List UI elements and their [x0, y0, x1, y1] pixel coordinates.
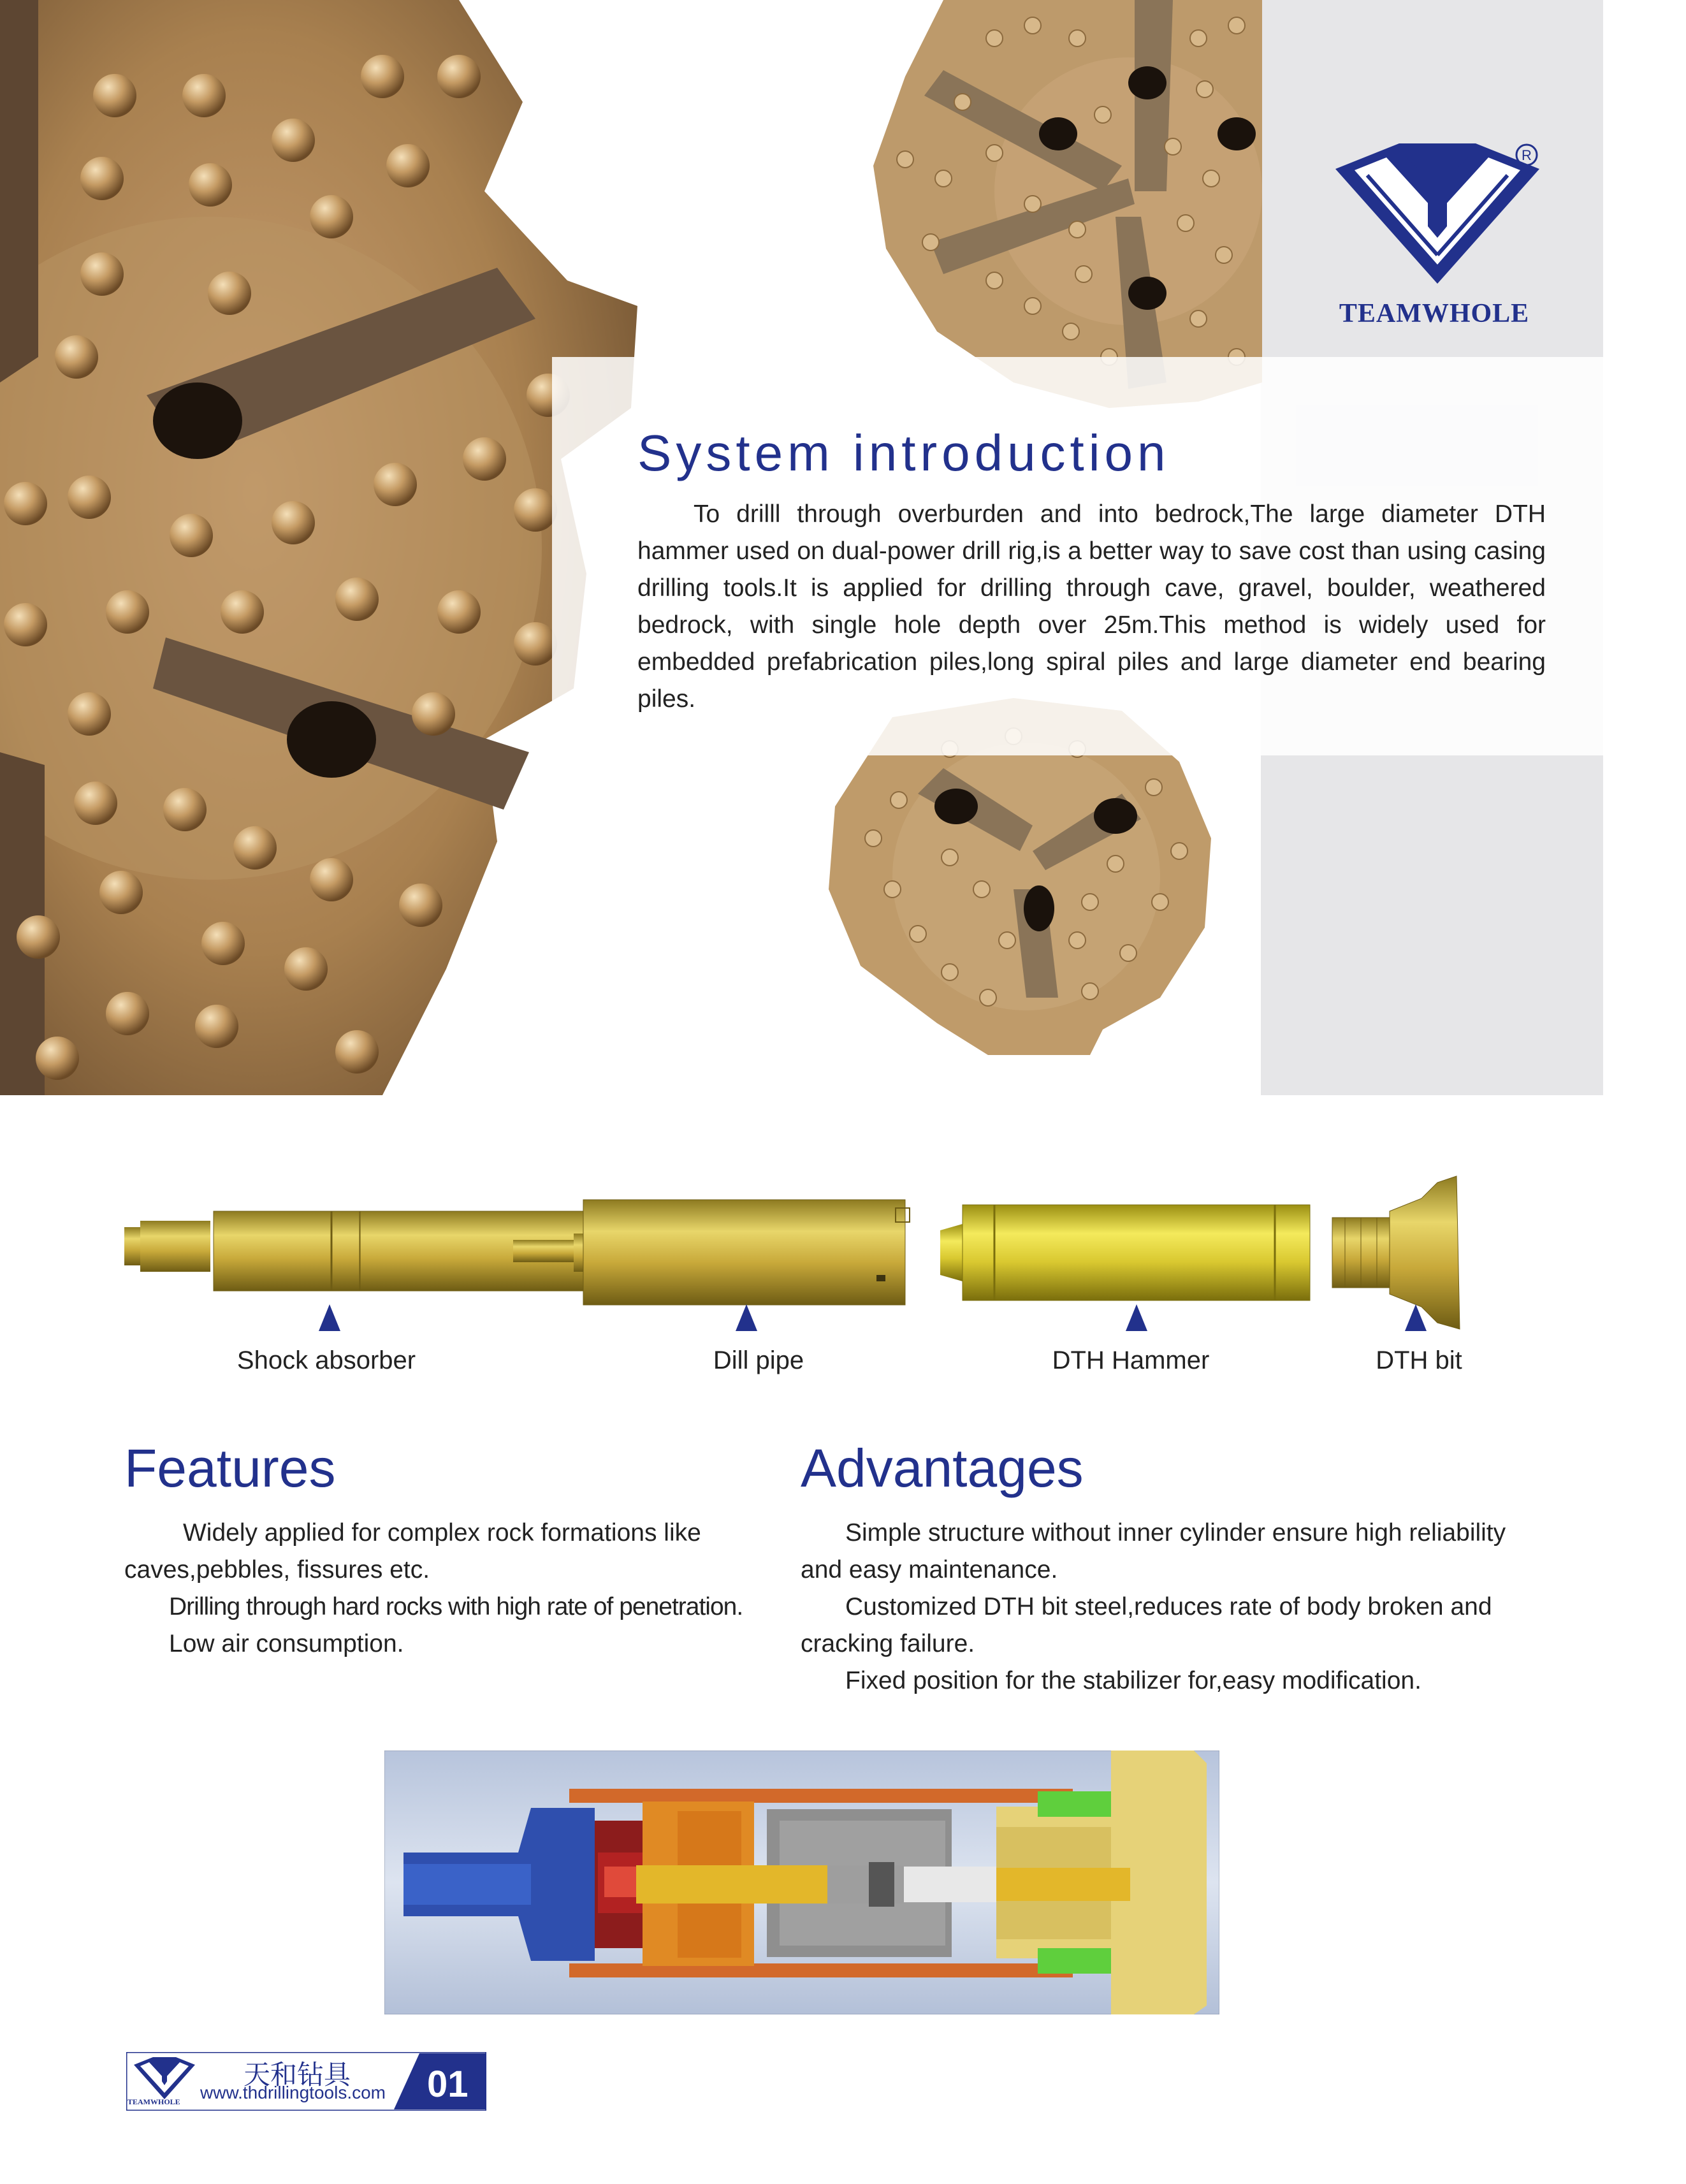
dth-bit-image	[1332, 1176, 1460, 1329]
page-number: 01	[427, 2064, 469, 2105]
advantages-title: Advantages	[801, 1438, 1084, 1498]
feature-item: Drilling through hard rocks with high rate of penetration.	[169, 1593, 743, 1620]
intro-title: System introduction	[637, 425, 1170, 481]
upper-drill-bit-photo	[867, 0, 1262, 408]
svg-text:R: R	[1522, 147, 1532, 163]
shock-absorber-arrow-icon	[319, 1304, 340, 1331]
feature-item: Low air consumption.	[169, 1630, 404, 1657]
hammer-cross-section-diagram	[384, 1751, 1219, 2014]
feature-item: Widely applied for complex rock formations like caves,pebbles, fissures etc.	[124, 1519, 701, 1583]
component-label-dth-hammer: DTH Hammer	[1052, 1346, 1210, 1374]
features-title: Features	[124, 1438, 336, 1498]
drill-pipe-arrow-icon	[736, 1304, 757, 1331]
footer-brand-name: TEAMWHOLE	[127, 2097, 180, 2106]
component-label-dth-bit: DTH bit	[1376, 1346, 1462, 1374]
intro-body: To drilll through overburden and into bedrock,The large diameter DTH hammer used on dual-power drill rig,is a better way to save cost than using casing drilling tools.It is applied for drilling through cave, gravel, boulder, weathered bedrock, with single hole depth over 25m.This method is widely used for embedded prefabrication piles,long spiral piles and large diameter end bearing piles.	[637, 500, 1546, 713]
dth-bit-arrow-icon	[1405, 1304, 1427, 1331]
advantage-item: Customized DTH bit steel,reduces rate of body broken and cracking failure.	[801, 1593, 1492, 1657]
brand-name: TEAMWHOLE	[1339, 299, 1530, 328]
footer-url-link[interactable]: www.thdrillingtools.com	[200, 2083, 386, 2102]
advantage-item: Fixed position for the stabilizer for,easy modification.	[845, 1667, 1421, 1694]
component-label-drill-pipe: Dill pipe	[713, 1346, 804, 1374]
footer-chinese-name: 天和钻具	[243, 2060, 351, 2090]
large-drill-bit-photo	[0, 0, 637, 1095]
dth-hammer-arrow-icon	[1126, 1304, 1147, 1331]
advantage-item: Simple structure without inner cylinder ensure high reliability and easy maintenance.	[801, 1519, 1506, 1583]
dth-hammer-image	[940, 1205, 1310, 1300]
component-label-shock-absorber: Shock absorber	[236, 1346, 416, 1374]
